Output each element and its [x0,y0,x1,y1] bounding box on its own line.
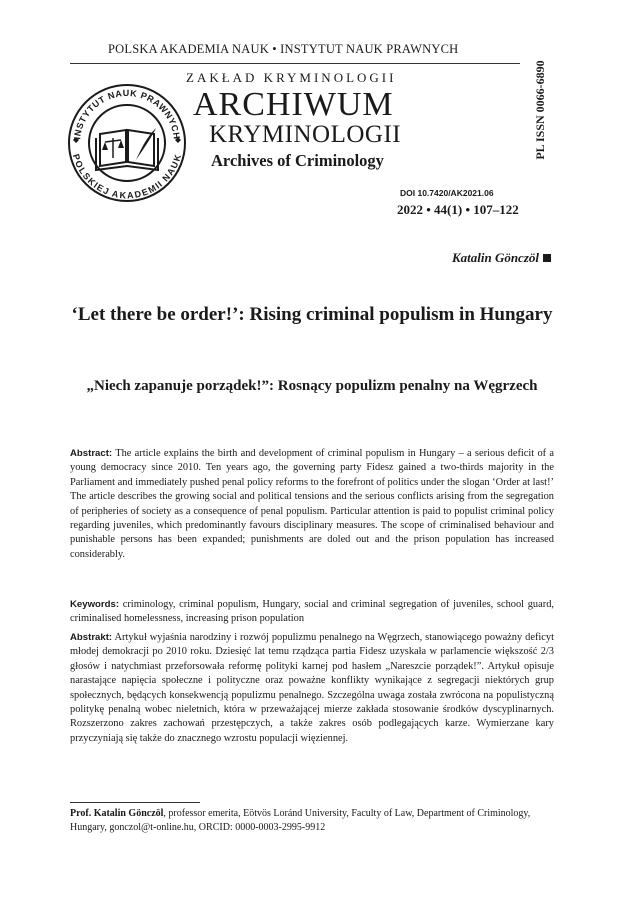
author-line [452,250,551,266]
journal-title-english: Archives of Criminology [211,151,384,170]
abstract-label: Abstract: [70,448,113,459]
square-bullet-icon [543,254,551,262]
seal-text-bottom: POLSKIEJ AKADEMII NAUK [70,152,184,201]
author-name: Katalin Gönczöl [451,250,539,265]
department-label: ZAKŁAD KRYMINOLOGII [186,70,397,85]
issn-vertical [530,40,550,180]
footnote-author-name: Prof. Katalin Gönczöl [70,808,164,819]
journal-title-line1: ARCHIWUM [193,86,394,123]
author-footnote [70,807,554,834]
footnote-affiliation: , professor emerita, Eötvös Loránd University, Faculty of Law, Department of Criminology, Hungary, gonczol@t-online.hu, ORCID: 0000-0003-2995-9912 [70,808,531,833]
keywords-text: criminology, criminal populism, Hungary, social and criminal segregation of juveniles, school guard, criminalised homelessness, increasing prison population [70,599,554,625]
keywords-label: Keywords: [70,599,120,610]
footnote-divider [70,802,200,803]
header-divider [70,63,520,64]
issue-info: 2022 • 44(1) • 107–122 [397,202,519,217]
abstrakt-label: Abstrakt: [70,632,113,643]
journal-title-line2: KRYMINOLOGII [209,121,402,148]
institution-header: POLSKA AKADEMIA NAUK • INSTYTUT NAUK PRAWNYCH [108,42,459,56]
abstract-text: The article explains the birth and development of criminal populism in Hungary – a serious deficit of a young democracy since 2010. Ten years ago, the governing party Fidesz gained a two-thirds majority in the Parliament and immediately pushed penal policy reforms to the forefront of politics under the slogan ‘Order at last!’ The article describes the growing social and political tensions and the serious conflicts arising from the segregation of peripheries of society as a consequence of penal populism. Particular attention is paid to populist criminal policy regarding juveniles, which predominantly favours disciplinary measures. The scope of criminalised behaviour and punishable persons has been expanded; punishments are doled out and the prison population has increased considerably. [70,448,554,560]
abstract-paragraph [70,447,554,562]
article-title-polish: „Niech zapanuje porządek!”: Rosnący populizm penalny na Węgrzech [86,378,538,394]
issn-text: PL ISSN 0066-6890 [533,60,547,160]
keywords-paragraph [70,598,554,627]
abstrakt-text: Artykuł wyjaśnia narodziny i rozwój populizmu penalnego na Węgrzech, stanowiącego poważny deficyt młodej demokracji po 2010 roku. Dziesięć lat temu rządząca partia Fidesz uzyskała w parlamencie większość 2/3 głosów i natychmiast przeforsowała reformę polityki karnej pod hasłem „Nareszcie porządek!”. Artykuł opisuje narastające napięcia społeczne i polityczne oraz poważne konflikty wynikające z segregacji niektórych grup społecznych, będących konsekwencją populizmu penalnego. Szczególna uwaga została zwrócona na populistyczną politykę penalną wobec nieletnich, która w przeważającej mierze zakłada stosowanie środków dyscyplinarnych. Rozszerzono zakres zachowań przestępczych, a także zakres osób podlegających karze. Wymierzane kary przyczyniają się także do znacznego wzrostu populacji więziennej. [70,632,554,744]
institute-seal-logo [66,82,188,204]
polish-abstract-paragraph [70,631,554,746]
article-title-english: ‘Let there be order!’: Rising criminal populism in Hungary [71,304,553,325]
doi: DOI 10.7420/AK2021.06 [400,188,494,198]
seal-text-top: INSTYTUT NAUK PRAWNYCH [72,87,182,141]
